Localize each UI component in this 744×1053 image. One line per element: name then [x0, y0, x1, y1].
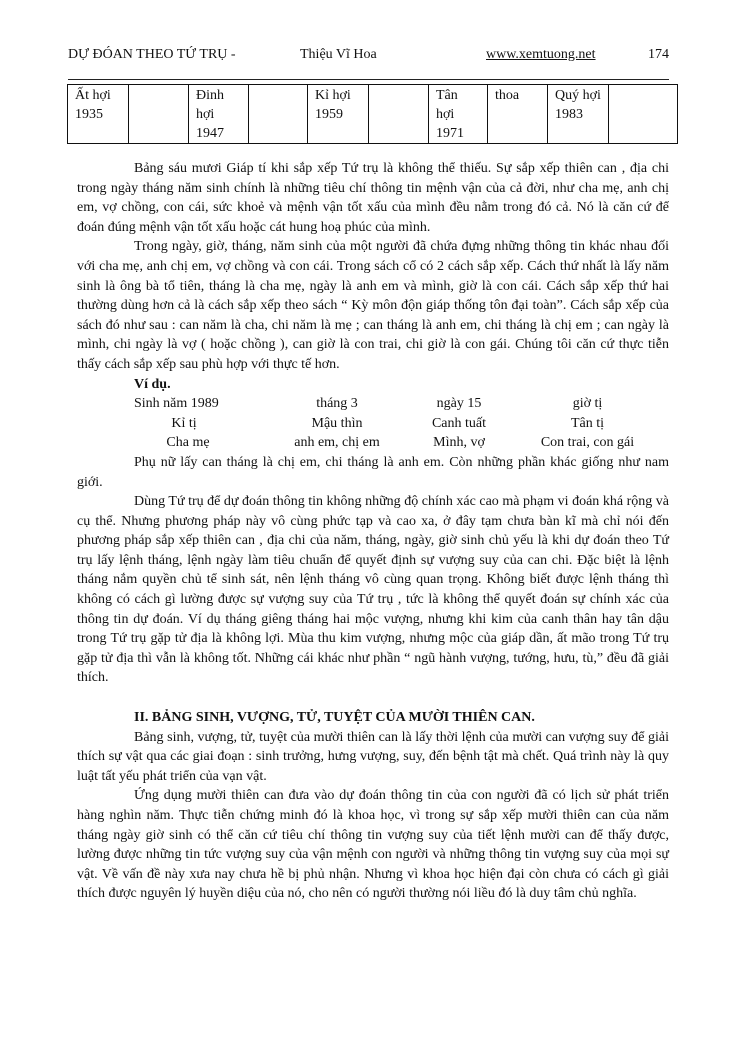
- example-row: [77, 433, 669, 453]
- cell-line: 1947: [196, 126, 224, 141]
- paragraph: Bảng sáu mươi Giáp tí khi sắp xếp Tứ trụ là không thể thiếu. Sự sắp xếp thiên can , địa chi trong ngày tháng năm sinh chính là những tiêu chí thông tin mệnh vận của cả đời, như cha mẹ, anh chị em, vợ chồng, con cái, sức khoẻ và mệnh vận tốt xấu của mình đều nằm trong đó cả. Nó là căn cứ để đoán đúng mệnh vận tốt xấu hoặc cát hung hoạ phúc của mình.: [77, 161, 669, 235]
- paragraph: Dùng Tứ trụ để dự đoán thông tin không những độ chính xác cao mà phạm vi đoán khá rộng và cụ thể. Nhưng phương pháp này vô cùng phức tạp và cao xa, ở đây tạm chưa bàn kĩ mà chỉ nói đến phương pháp sắp xếp thiên can , địa chi của năm, tháng, ngày, giờ sinh chủ yếu là khi dự đoán theo Tứ trụ lấy lệnh tháng, lệnh ngày làm tiêu chuẩn để quyết định sự vượng suy của can chi. Đặc biệt là lệnh tháng nắm quyền chủ tể sinh sát, nên lệnh tháng vô cùng quan trọng. Không biết được lệnh tháng thì không có cách gì lường được sự vượng suy của Tứ trụ , tức là không thể quyết đoán sự chính xác của thông tin dự đoán. Ví dụ tháng giêng tháng hai mộc vượng, nhưng khi kim của canh thân hay tân dậu trong Tứ trụ gặp tử địa là không lợi. Mùa thu kim vượng, nhưng mộc của giáp dần, ất mão trong Tứ trụ gặp tử địa thì vẫn là không tốt. Những cái khác như phần “ ngũ hành vượng, tướng, hưu, tù,” đều đã giải thích.: [77, 494, 669, 686]
- cell-line: Ất hợi: [75, 88, 111, 103]
- example-cell: anh em, chị em: [294, 435, 380, 451]
- example-cell: Cha mẹ: [166, 435, 210, 451]
- cell-line: hợi: [196, 107, 215, 122]
- section-heading: II. BẢNG SINH, VƯỢNG, TỬ, TUYỆT CỦA MƯỜI THIÊN CAN.: [134, 710, 535, 726]
- cell-line: Tân: [436, 88, 458, 103]
- example-row: [77, 394, 669, 414]
- paragraph: Phụ nữ lấy can tháng là chị em, chi tháng là anh em. Còn những phần khác giống như nam giới.: [77, 454, 669, 490]
- cell-line: 1935: [75, 107, 103, 122]
- year-cell: [429, 85, 488, 144]
- example-row: [77, 414, 669, 434]
- example-cell: Canh tuất: [431, 415, 487, 431]
- spacer: [77, 433, 134, 453]
- example-block: [77, 394, 669, 453]
- cell-line: thoa: [495, 88, 520, 103]
- year-cell: [68, 85, 129, 144]
- document-body: [77, 159, 669, 904]
- header-title: DỰ ĐÓAN THEO TỨ TRỤ -: [68, 47, 236, 62]
- year-cell: [308, 85, 369, 144]
- example-label: Ví dụ.: [134, 376, 171, 392]
- year-cell-empty: [249, 85, 308, 144]
- cell-line: 1971: [436, 126, 464, 141]
- example-cell: tháng 3: [316, 396, 358, 412]
- year-cell: [548, 85, 609, 144]
- year-cell: [488, 85, 548, 144]
- header-author: Thiệu Vĩ Hoa: [300, 47, 377, 62]
- cell-line: 1983: [555, 107, 583, 122]
- year-cell-empty: [369, 85, 429, 144]
- cell-line: Đinh: [196, 88, 224, 103]
- year-cell-empty: [609, 85, 678, 144]
- example-cell: Mậu thìn: [311, 415, 363, 431]
- cell-line: hợi: [436, 107, 455, 122]
- paragraph: Bảng sinh, vượng, tử, tuyệt của mười thiên can là lấy thời lệnh của mười can vượng suy để giải thích sự vật qua các giai đoạn : sinh trưởng, hưng vượng, suy, đến bệnh tật mà chết. Quá trình này là quy luật tất yếu phát triển của vạn vật.: [77, 729, 669, 784]
- example-cell: Con trai, con gái: [540, 435, 635, 451]
- paragraph: Ứng dụng mười thiên can đưa vào dự đoán thông tin của con người đã có lịch sử phát triển hàng nghìn năm. Thực tiễn chứng minh đó là khoa học, vì trong sự sắp xếp mười thiên can của năm tháng ngày giờ sinh có thể căn cứ tiêu chí thông tin vượng suy của tiết lệnh mười can để thấy được, lường được những tin tức vượng suy của vận mệnh con người và những thông tin vượng suy của mọi sự vật. Về vấn đề này xưa nay chưa hề bị phủ nhận. Nhưng vì khoa học hiện đại còn chưa có cách gì giải thích được nguyên lý huyền diệu của nó, cho nên có người thường nói liều đó là duy tâm chủ nghĩa.: [77, 788, 669, 902]
- header-divider: [68, 79, 669, 80]
- year-table-row: [68, 85, 678, 144]
- example-cell: Sinh năm 1989: [134, 396, 219, 412]
- header-website-link[interactable]: www.xemtuong.net: [486, 47, 596, 62]
- example-cell: giờ tị: [572, 396, 603, 412]
- cell-line: 1959: [315, 107, 343, 122]
- year-table: [67, 84, 678, 144]
- year-cell-empty: [129, 85, 189, 144]
- example-cell: ngày 15: [436, 396, 482, 412]
- spacer: [77, 414, 134, 434]
- paragraph: Trong ngày, giờ, tháng, năm sinh của một người đã chứa đựng những thông tin khác nhau đối với cha mẹ, anh chị em, vợ chồng và con cái. Trong sách cổ có 2 cách sắp xếp. Cách thứ nhất là lấy năm sinh là ông bà tổ tiên, tháng là cha mẹ, ngày là anh em và mình, giờ là con cái. Cách sắp xếp thứ hai thường dùng hơn cả là cách sắp xếp theo sách “ Kỳ môn độn giáp thống tôn đại toàn”. Cách sắp xếp của sách đó như sau : can năm là cha, chi năm là mẹ ; can tháng là anh em, chi tháng là chị em ; can ngày là mình, chi ngày là vợ ( hoặc chồng ), can giờ là con trai, chi giờ là con gái. Chúng tôi căn cứ thực tiễn thấy cách sắp xếp sau phù hợp với thực tế hơn.: [77, 239, 669, 372]
- cell-line: Kỉ hợi: [315, 88, 351, 103]
- example-cell: Kỉ tị: [171, 415, 197, 431]
- spacer: [77, 394, 134, 414]
- example-cell: Tân tị: [570, 415, 605, 431]
- cell-line: Quý hợi: [555, 88, 601, 103]
- year-cell: [189, 85, 249, 144]
- example-cell: Mình, vợ: [433, 435, 485, 451]
- page-number: 174: [648, 47, 669, 62]
